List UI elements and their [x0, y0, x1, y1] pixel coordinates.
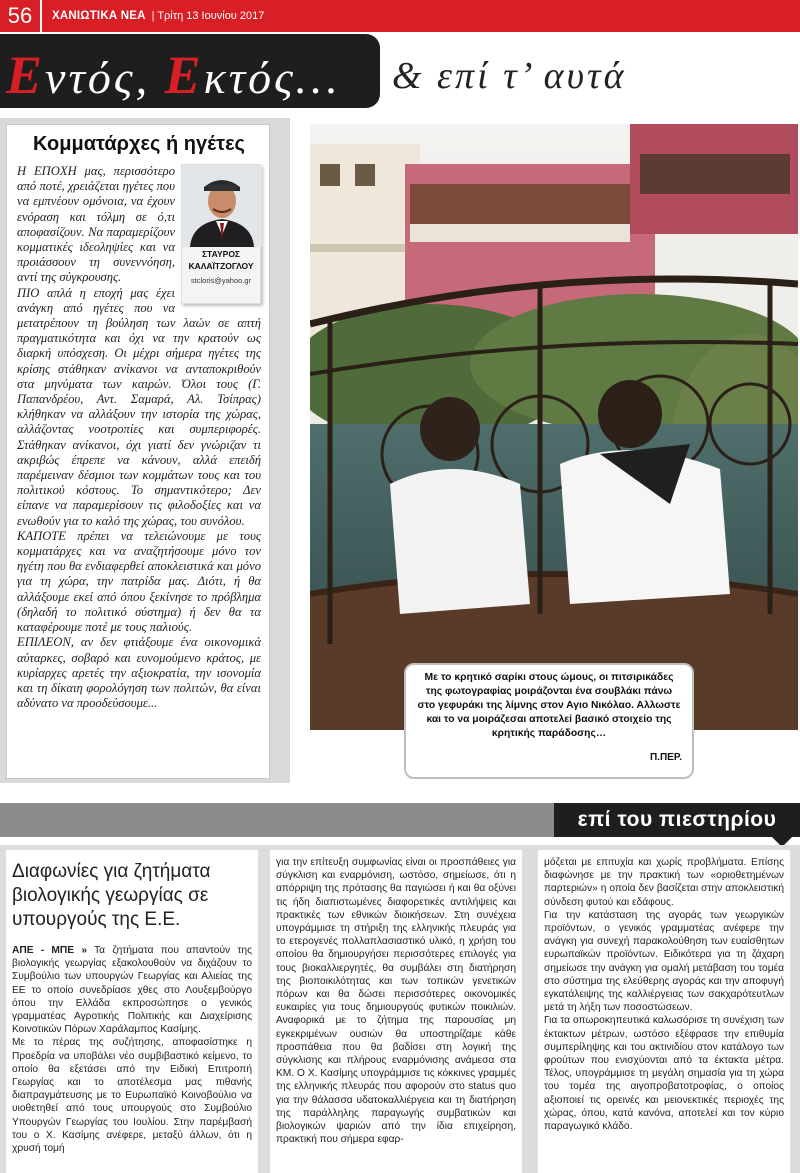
article-column-2: [270, 850, 522, 1173]
column-paragraph: ΚΑΠΟΤΕ πρέπει να τελειώνουμε με τους κομματάρχες και να αναζητήσουμε μόνο τον ηγέτη που θα ενδιαφερθεί αποκλειστικά και μόνο για τη χώρα, την πατρίδα μας. Διότι, ή θα αλλάξουμε εκεί από όπου ξεκίνησε το πρόβλημα (δηλαδή το πολιτικό σύστημα) ή δεν θα τα καταφέρουμε ποτέ με τους παλιούς.: [17, 528, 261, 635]
paper-name: ΧΑΝΙΩΤΙΚΑ ΝΕΑ: [52, 10, 146, 22]
photo-credit: Π.ΠΕΡ.: [649, 752, 682, 763]
feature-photo: [310, 124, 798, 730]
masthead: [0, 0, 800, 32]
section-subtitle: & επί τ’ αυτά: [392, 55, 627, 97]
article-text: μόζεται με επιτυχία και χωρίς προβλήματα. Επίσης διαφώνησε με την πρακτική των «οριοθετημένων παρτεριών» η οποία δεν βασίζεται στην αποκλειστική σύνδεση φυτού και εδάφους.: [544, 857, 784, 908]
opinion-column: [6, 124, 270, 779]
article-text: Τα ζητήματα που απαντούν της βιολογικής γεωργίας εξακολουθούν να διχάζουν το Συμβούλιο των υπουργών Γεωργίας και Αλιείας της ΕΕ το οποίο συνεδρίασε χθες στο Λουξεμβούργο όπου την Ελλάδα εκπροσώπησε ο γενικός γραμματέας Αγροτικής Πολιτικής και Διαχείρισης Κοινοτικών Πόρων Χαράλαμπος Κασίμης.: [12, 945, 252, 1036]
article-text: Για τα οπωροκηπευτικά καλωσόρισε τη συνέχιση των έκτακτων μέτρων, ωστόσο εξέφρασε την επιθυμία συμπερίληψης και του ακτινιδίου στον κατάλογο των φρούτων που ενισχύονται από τα έκτακτα μέτρα. Τέλος, υπογράμμισε τη μεγάλη σημασία για τη χώρα του τομέα της αιγοπροβατοτροφίας, ο οποίος αξιοποιεί τις ορεινές και μειονεκτικές περιοχές της χώρας, όπου, κατά κανόνα, αποτελεί και τον κύριο παραγωγικό κλάδο.: [544, 1015, 784, 1133]
column-paragraph: Η ΕΠΟΧΗ μας, περισσότερο από ποτέ, χρειάζεται ηγέτες που να εμπνέουν ομόνοια, να έχουν ενόραση και τόλμη σε ό,τι αποφασίζουν. Να παραμερίζουν κομματικές ιδεοληψίες και να προιάσσουν τη συνεννόηση, αντί της σύγκρουσης.: [17, 164, 175, 285]
author-email: stcloris@yahoo.gr: [190, 276, 252, 285]
photo-caption: [404, 663, 694, 779]
author-card: [181, 164, 261, 304]
article-text: Για την κατάσταση της αγοράς των γεωργικών προϊόντων, ο γενικός γραμματέας ανέφερε την ανάγκη για συνεχή παρακολούθηση των ευαίσθητων ευρωπαϊκών προϊόντων. Ειδικότερα για τη ζάχαρη σημείωσε την ανάγκη για ομαλή μετάβαση του τομέα στο σύστημα της ελεύθερης αγοράς και την αποφυγή εγκατάλειψης της καλλιέργειας των σακχαρότευτλων μετά τη λήξη των ποσοστώσεων.: [544, 909, 784, 1014]
author-name-line2: ΚΑΛΑΪΤΖΟΓΛΟΥ: [188, 261, 254, 271]
author-name-line1: ΣΤΑΥΡΟΣ: [201, 249, 241, 259]
article-column-1: [6, 850, 258, 1173]
column-body: [17, 164, 261, 711]
article-column-3: [538, 850, 790, 1173]
section-title-part-2: κτός…: [203, 52, 340, 103]
column-paragraph: ΕΠΙΛΕΟΝ, αν δεν φτιάξουμε ένα οικονομικά αύταρκες, σοβαρό και ευνομούμενο κράτος, με κυρίαρχες αρετές την αξιοκρατία, την ισονομία και τη δίκαιη φορολόγηση των πολιτών, θα είναι αδύνατο να προοδεύσουμε...: [17, 635, 261, 711]
section-band-label: επί του πιεστηρίου: [554, 803, 800, 837]
photo-caption-text: Με το κρητικό σαρίκι στους ώμους, οι πιτσιρικάδες της φωτογραφίας μοιράζονται ένα σουβλάκι πάνω στο γεφυράκι της λίμνης στον Αγιο Νικόλαο. Αλλωστε και το να μοιράζεσαι αποτελεί βασικό στοιχείο της κρητικής παράδοσης…: [417, 672, 681, 739]
author-photo: [182, 165, 262, 247]
section-title-part-1: ντός,: [45, 52, 165, 103]
section-title-initial-2: Ε: [164, 45, 204, 105]
article-text: Με το πέρας της συζήτησης, αποφασίστηκε η Προεδρία να υποβάλει νέο συμβιβαστικό κείμενο, το οποίο θα εξετάσει από την Ειδική Επιτροπή Γεωργίας και το αποτέλεσμα μας πιθανής διαπραγμάτευσης με το Ευρωπαϊκό Κοινοβούλιο να υιοθετηθεί από τους υπουργούς στο Συμβούλιο Υπουργών Γεωργίας του Ιουλίου. Στην παρέμβασή του ο Χ. Κασίμης ανέφερε, μεταξύ άλλων, ότι η χρυσή τομή: [12, 1037, 252, 1155]
column-paragraph: ΠΙΟ απλά η εποχή μας έχει ανάγκη από ηγέτες που να μετατρέπουν τη βούληση των λαών σε απτή πραγματικότητα και όχι να την κρατούν ως διαρκή υπόσχεση. Οι μέχρι σήμερα ηγέτες της κρίσης στάθηκαν ανίκανοι να ανταποκριθούν στα μηνύματα των καιρών. Όλοι τους (Γ. Παπανδρέου, Αντ. Σαμαρά, Αλ. Τσίπρας) κλήθηκαν να αλλάξουν την ιστορία της χώρας, αλλάζοντας νοοτροπίες και συμπεριφορές. Στάθηκαν ανίκανοι, όχι γιατί δεν γνώριζαν τι ακριβώς έπρεπε να κάνουν, αλλά επειδή παρέμειναν δέσμιοι των κομμάτων τους και του πολιτικού κόστους. Το σημαντικότερο; Δεν είπανε να παραμερίσουν τις φιλοδοξίες και να ενωθούν για το καλό της χώρας, του συνόλου.: [17, 285, 261, 528]
article-title: Διαφωνίες για ζητήματα βιολογικής γεωργίας σε υπουργούς της Ε.Ε.: [12, 861, 211, 930]
issue-date: | Τρίτη 13 Ιουνίου 2017: [151, 10, 265, 22]
article-lead: ΑΠΕ - ΜΠΕ »: [12, 945, 87, 956]
section-title-initial-1: Ε: [6, 45, 46, 105]
page-number: 56: [0, 0, 42, 32]
article-text: για την επίτευξη συμφωνίας είναι οι προσπάθειες για σύγκλιση και εναρμόνιση, ωστόσο, σημείωσε, ότι η απόρριψη της πρότασης θα παγιώσει ή και θα οξύνει τις ήδη διαπιστωμένες διαφορετικές αντιλήψεις και πρακτικές των εθνικών διοικήσεων. Στη συνέχεια υπογράμμισε τη στήριξη της ελληνικής πλευράς για το ετερογενές πολλαπλασιαστικό υλικό, η χρήση του οποίου θα δημιουργήσει περισσότερες επιλογές για τους βιοκαλλιεργητές, θα συμβάλει στη διατήρηση της βιοποικιλότητας και των τοπικών γενετικών πόρων και θα δώσει περισσότερες οικονομικές ευκαιρίες για τους δημιουργούς φυτικών ποικιλιών. Αναφορικά με το ζήτημα της παρουσίας μη εγκεκριμένων ουσιών θα υποστηρίζαμε κάθε προσπάθεια που θα βαδίσει στη λογική της σύγκλισης και πλήρους εναρμόνισης ανάμεσα στα ΚΜ. Ο Χ. Κασίμης υπογράμμισε τις κόκκινες γραμμές της ελληνικής πλευράς που αφορούν στο status quo για την θάλασσα υδατοκαλλιέργεια και τη διατήρηση της παράλληλης παραγωγής συμβατικών και βιολογικών ψαριών από την ίδια επιχείρηση, πρακτική που σήμερα εφαρ-: [276, 857, 516, 1146]
column-title: Κομματάρχες ή ηγέτες: [33, 133, 245, 155]
section-title: [6, 44, 340, 106]
